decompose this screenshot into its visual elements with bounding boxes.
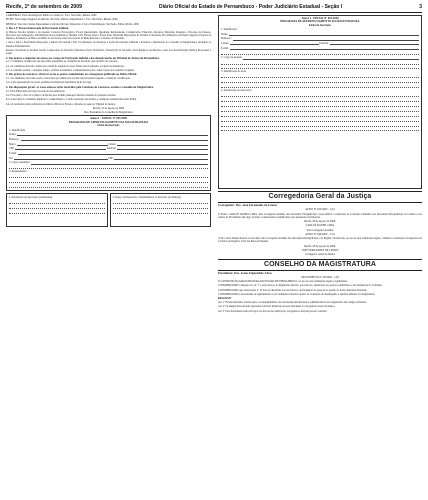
box-label: 5. Espaço de Reservado / Indeferimento de Inscrição (ou Entrega)	[112, 195, 181, 199]
form-section-label: 4. Informações de Aprovação	[221, 89, 252, 93]
form-dotted-line	[113, 200, 209, 204]
form-dotted-line	[221, 108, 419, 112]
form-field-label: Cidade:	[221, 42, 230, 46]
form-dotted-line	[221, 113, 419, 117]
form-field-label: Endereço:	[221, 37, 232, 41]
paragraph: 5.2. A não apresentação no prazo estabelecido implicará desistência tácita da vaga.	[6, 81, 92, 85]
signature-date: Recife, 31 de agosto de 2009	[92, 106, 125, 110]
left-column	[6, 14, 211, 228]
form-dotted-line	[9, 165, 208, 169]
form-header-line: PROGRAMA DE APERFEIÇOAMENTO DA MAGISTRATURA	[280, 20, 360, 24]
paragraph: CONSIDERANDO a necessidade de regulamentar os procedimentos internos quanto às avaliações de desempenho e aperfeiçoamento dos magistrados;	[218, 292, 376, 296]
notice-title: AVISO Nº 044/2009 – CGJ	[305, 232, 335, 236]
form-dotted-line	[9, 174, 208, 178]
form-dotted-line	[221, 79, 419, 83]
signature-title: Des. Presidente do Conselho da Magistratura	[84, 111, 133, 115]
section-heading: 4. Dos prazos e requisitos de acesso aos cargos de Escrivania Judicial e das demais Seções do Tribunal de Justiça de Pernambuco.	[6, 56, 160, 60]
section-heading: 6. Das disposições gerais: os casos omissos serão resolvidos pela Comissão do Concurso, ouvido o Conselho da Magistratura.	[6, 85, 154, 89]
form-field-line[interactable]	[230, 42, 319, 46]
intro-line: MÉDICA: Vara das Cidades Depositantes Cartórios Imóveis: Imprevisto Civis e Tratabilidades: São Paulo, Editora Profis, 2009	[6, 22, 139, 26]
signatory-title: Corregedor Geral da Justiça	[304, 253, 336, 257]
header-date: Recife, 1º de setembro de 2009	[6, 4, 82, 10]
form-dotted-line	[9, 200, 105, 204]
form-field-line[interactable]	[229, 32, 419, 36]
section-heading: 5. Dos prazos do concurso: observar-se-ão os prazos estabelecidos no cronograma publicado no Diário Oficial.	[6, 73, 137, 77]
section-heading: 3. Bas e 4ª Pessoa Interessado de Escrivania Judicial	[6, 26, 69, 30]
notice-title: PROVIMENTO Nº 00/2009 – CM	[301, 275, 339, 279]
form-field-line[interactable]	[330, 42, 419, 46]
lower-boxes	[6, 192, 211, 228]
paragraph: CONSIDERANDO que a Resolução nº 13 trata da disciplina dos servidores e da frequência do pessoal do quadro do Poder Judiciário Estadual;	[218, 288, 367, 292]
paragraph: 6.4. Os resultados serão publicados no Diário Oficial do Estado e afixados na sede do Tribunal de Justiça.	[6, 102, 116, 106]
form-section-label: 2. Cargo pretendido:	[9, 161, 31, 165]
form-field-line[interactable]	[230, 46, 419, 50]
notice-date: Recife, 28 de agosto de 2009.	[304, 244, 336, 248]
paragraph: 6.2. Fica eleito o foro da Comarca do Recife para dirimir quaisquer dúvidas oriundas do presente certame.	[6, 93, 117, 97]
form-field-line[interactable]	[114, 156, 208, 160]
form-section-label: 1. Identificação	[9, 128, 26, 132]
form-dotted-line	[9, 205, 105, 209]
form-header-line: Ficha de Inscrição	[309, 23, 331, 27]
form-field-label: Nome:	[221, 32, 229, 36]
paragraph: 5.1. Os candidatos aprovados serão convocados por edital para escolha das serventias segundo a ordem de classificação.	[6, 77, 131, 81]
form-field-label: Bairro:	[9, 142, 17, 146]
paragraph: CONSIDERANDO o disposto no art. 7º e seus incisos, do Regimento Interno, que trata da organização dos serviços judiciários e das atribuições do Conselho;	[218, 284, 383, 288]
form-dotted-line	[113, 205, 209, 209]
form-dotted-line	[221, 123, 419, 127]
form-dotted-line	[221, 127, 419, 131]
paragraph: O Dr. Carlos Daniel Pereira Costa Lima, Juiz Corregedor Auxiliar das Serventias Extrajudiciais e do Registro de Imóveis, no uso de suas atribuições legais, comunica a realização de inspeção nos Cartórios de Registro Civil das Pessoas Naturais.	[218, 237, 422, 244]
form-dotted-line	[221, 84, 419, 88]
paragraph: 4.1. O candidato classificado que não tenha preenchido as condições de inscrição será excluído do concurso.	[6, 60, 119, 64]
paragraph: Recurso Secretaria de Normas Gerais: Composição de Decisões Judiciais e Prova Normativa, Transcrição da Sucessão sobre Registros de Imóveis, como Lei de Informação Pública Processual e Legal.	[6, 48, 211, 56]
form-dotted-line	[221, 98, 419, 102]
form-dotted-line	[9, 210, 105, 214]
form-dotted-line	[221, 51, 419, 55]
form-field-line[interactable]	[15, 147, 106, 151]
banner-subtitle: Presidente: Des. Jones Figueirêdo Alves	[218, 270, 272, 275]
paragraph: 4.3. A comissão poderá, a qualquer tempo, solicitar documentos complementares para comprovação dos requisitos exigidos.	[6, 68, 135, 72]
form-dotted-line	[221, 118, 419, 122]
banner-subtitle: Corregedor: Des. José Fernandes de Lemos	[218, 203, 278, 207]
form-field-line[interactable]	[17, 142, 108, 146]
notice-title: AVISO Nº 043/2009 – CGJ	[305, 208, 335, 212]
form-dotted-line	[113, 210, 209, 214]
form-field-line[interactable]	[18, 151, 208, 155]
paragraph: 6.1. Este Edital entra em vigor na data de sua publicação.	[6, 89, 66, 93]
form-dotted-line	[221, 65, 419, 69]
form-field-line[interactable]	[31, 161, 208, 165]
paragraph: 1 Atos e fatos e Escrivânias Disposição e Direito Processual Civil: aos interesses de situações e Ações Processuais Judiciais e Portarias e Resoluções do Conselho da Magistratura, incluindo os Direitos Fundamentais.	[6, 41, 211, 48]
page-number: 3	[419, 4, 422, 10]
form-dotted-line	[221, 103, 419, 107]
form-field-label: Telefone:	[319, 42, 329, 46]
form-header-line: Anexo I - EDITAL Nº 001/2009	[301, 17, 339, 20]
form-field-line[interactable]	[117, 142, 208, 146]
form-dotted-line	[221, 93, 419, 97]
registration-form-right	[218, 15, 422, 189]
form-field-label: Endereço:	[9, 137, 20, 141]
section-banner-corregedoria: Corregedoria Geral da Justiça	[218, 191, 422, 203]
paragraph: Art. 1º Ficam instituídas normas para o acompanhamento das atividades jurisdicionais e administrativas dos magistrados em estágio probatório.	[218, 301, 368, 305]
page-header	[6, 2, 422, 13]
paragraph: Art. 2º Os magistrados deverão apresentar relatório trimestral de suas atividades à Corregedoria Geral da Justiça.	[218, 305, 336, 309]
form-field-line[interactable]	[233, 37, 419, 41]
signatory-title: Juiz Corregedor Auxiliar	[306, 228, 334, 232]
header-title: Diário Oficial do Estado de Pernambuco - Poder Judiciário Estadual - Seção I	[159, 4, 343, 10]
form-header-line: PROGRAMA DE APERFEIÇOAMENTO DA MAGISTRATURA	[68, 120, 149, 124]
form-dotted-line	[9, 184, 208, 188]
approval-box	[6, 193, 108, 227]
form-field-line[interactable]	[17, 133, 208, 137]
signatory-name: JOSÉ FERNANDES DE LEMOS	[301, 248, 339, 252]
form-header-line: Anexo I - EDITAL Nº 001/2009	[89, 117, 127, 121]
form-field-label: E-mail:	[9, 151, 17, 155]
box-label: 4. Informação de Aprovação (assinaturas)	[9, 195, 53, 199]
form-field-label: Cidade:	[108, 142, 117, 146]
form-field-label: CPF:	[108, 156, 114, 160]
form-field-label: Nome:	[9, 133, 17, 137]
form-dotted-line	[9, 179, 208, 183]
intro-line: CARREIRAS, Varas das Registros Públicos Comarcas / Foro: São Paulo, Beneta, 2009	[6, 14, 97, 17]
form-header-line: Ficha de Inscrição	[97, 124, 120, 128]
right-column	[218, 14, 422, 314]
form-section-label: 3. Requerimento:	[9, 170, 28, 174]
form-dotted-line	[221, 61, 419, 65]
paragraph: Art. 3º Este Provimento entra em vigor na data de sua publicação, revogadas as disposições em contrário.	[218, 309, 328, 313]
intro-line: PE-PD: Varas Vagas, Registro de Imóveis, Escrivãs, Títulos e Imprimentos / Foro: São Paulo, Beneta, 2009	[6, 18, 118, 22]
form-dotted-line	[221, 74, 419, 78]
form-field-line[interactable]	[243, 56, 419, 60]
signatory-name: CARLOS DANIEL LIMA	[305, 224, 335, 228]
registration-form	[6, 115, 211, 191]
form-section-label: 2. Cargo de Atuação	[221, 56, 243, 60]
paragraph: 4.2. Os candidatos deverão comprovar a titulação exigida no prazo fixado pela Comissão, sob pena de eliminação.	[6, 64, 125, 68]
form-field-line[interactable]	[117, 147, 208, 151]
form-section-label: 3. Identificação de Ação	[221, 70, 247, 74]
form-field-label: E-mail:	[221, 46, 229, 50]
form-field-label: RG:	[9, 156, 14, 160]
form-field-label: CEP:	[9, 147, 15, 151]
paragraph: 6.3. A inscrição do candidato implicará o conhecimento e a tácita aceitação das normas e condições estabelecidas neste Edital.	[6, 98, 137, 102]
paragraph: O Exmo. CARLOS DANIEL LIMA, Juiz Corregedor Auxiliar das Serventias Extrajudiciais, torna pública a realização de Correição Ordinária nas Serventias Extrajudiciais da Comarca, nos termos do Provimento em vigor, ficando os interessados cientificados para apresentar reclamações.	[218, 212, 422, 219]
form-field-line[interactable]	[21, 137, 208, 141]
resolve-heading: RESOLVE:	[218, 297, 233, 301]
reserved-box	[110, 193, 212, 227]
form-field-line[interactable]	[14, 156, 108, 160]
notice-date: Recife, 28 de agosto de 2009.	[304, 220, 336, 223]
form-field-label: Telefone:	[106, 147, 117, 151]
paragraph: a) Bancas: Recebe jurídico e processual, Comarca Prorrogativa, Escala Questionária, Quadrante Relacionadas, Comunicação, Educação, Recursos Materiais, Pesquisa e Processo de Pessoas, Processos para Adequação, Substituições de procedimentos, Sistema CNJ, Fiscais Vagas e Fases fixas, Espéciem Disposições de Normas Contratuais, Procedimentos do Ensino Superior, Projetos de Direitos, Inventários de Bens, incluindo as novas leis e Decretos Gerais de Bens Pessoais e Cartórios de Sucessão.	[6, 30, 211, 41]
form-section-label: 1. Identificação	[221, 28, 238, 32]
section-banner-conselho: CONSELHO DA MAGISTRATURA	[218, 259, 422, 271]
paragraph: O CONSELHO DA MAGISTRATURA DO ESTADO DE PERNAMBUCO, no uso de suas atribuições legais e regimentais,	[218, 280, 348, 284]
